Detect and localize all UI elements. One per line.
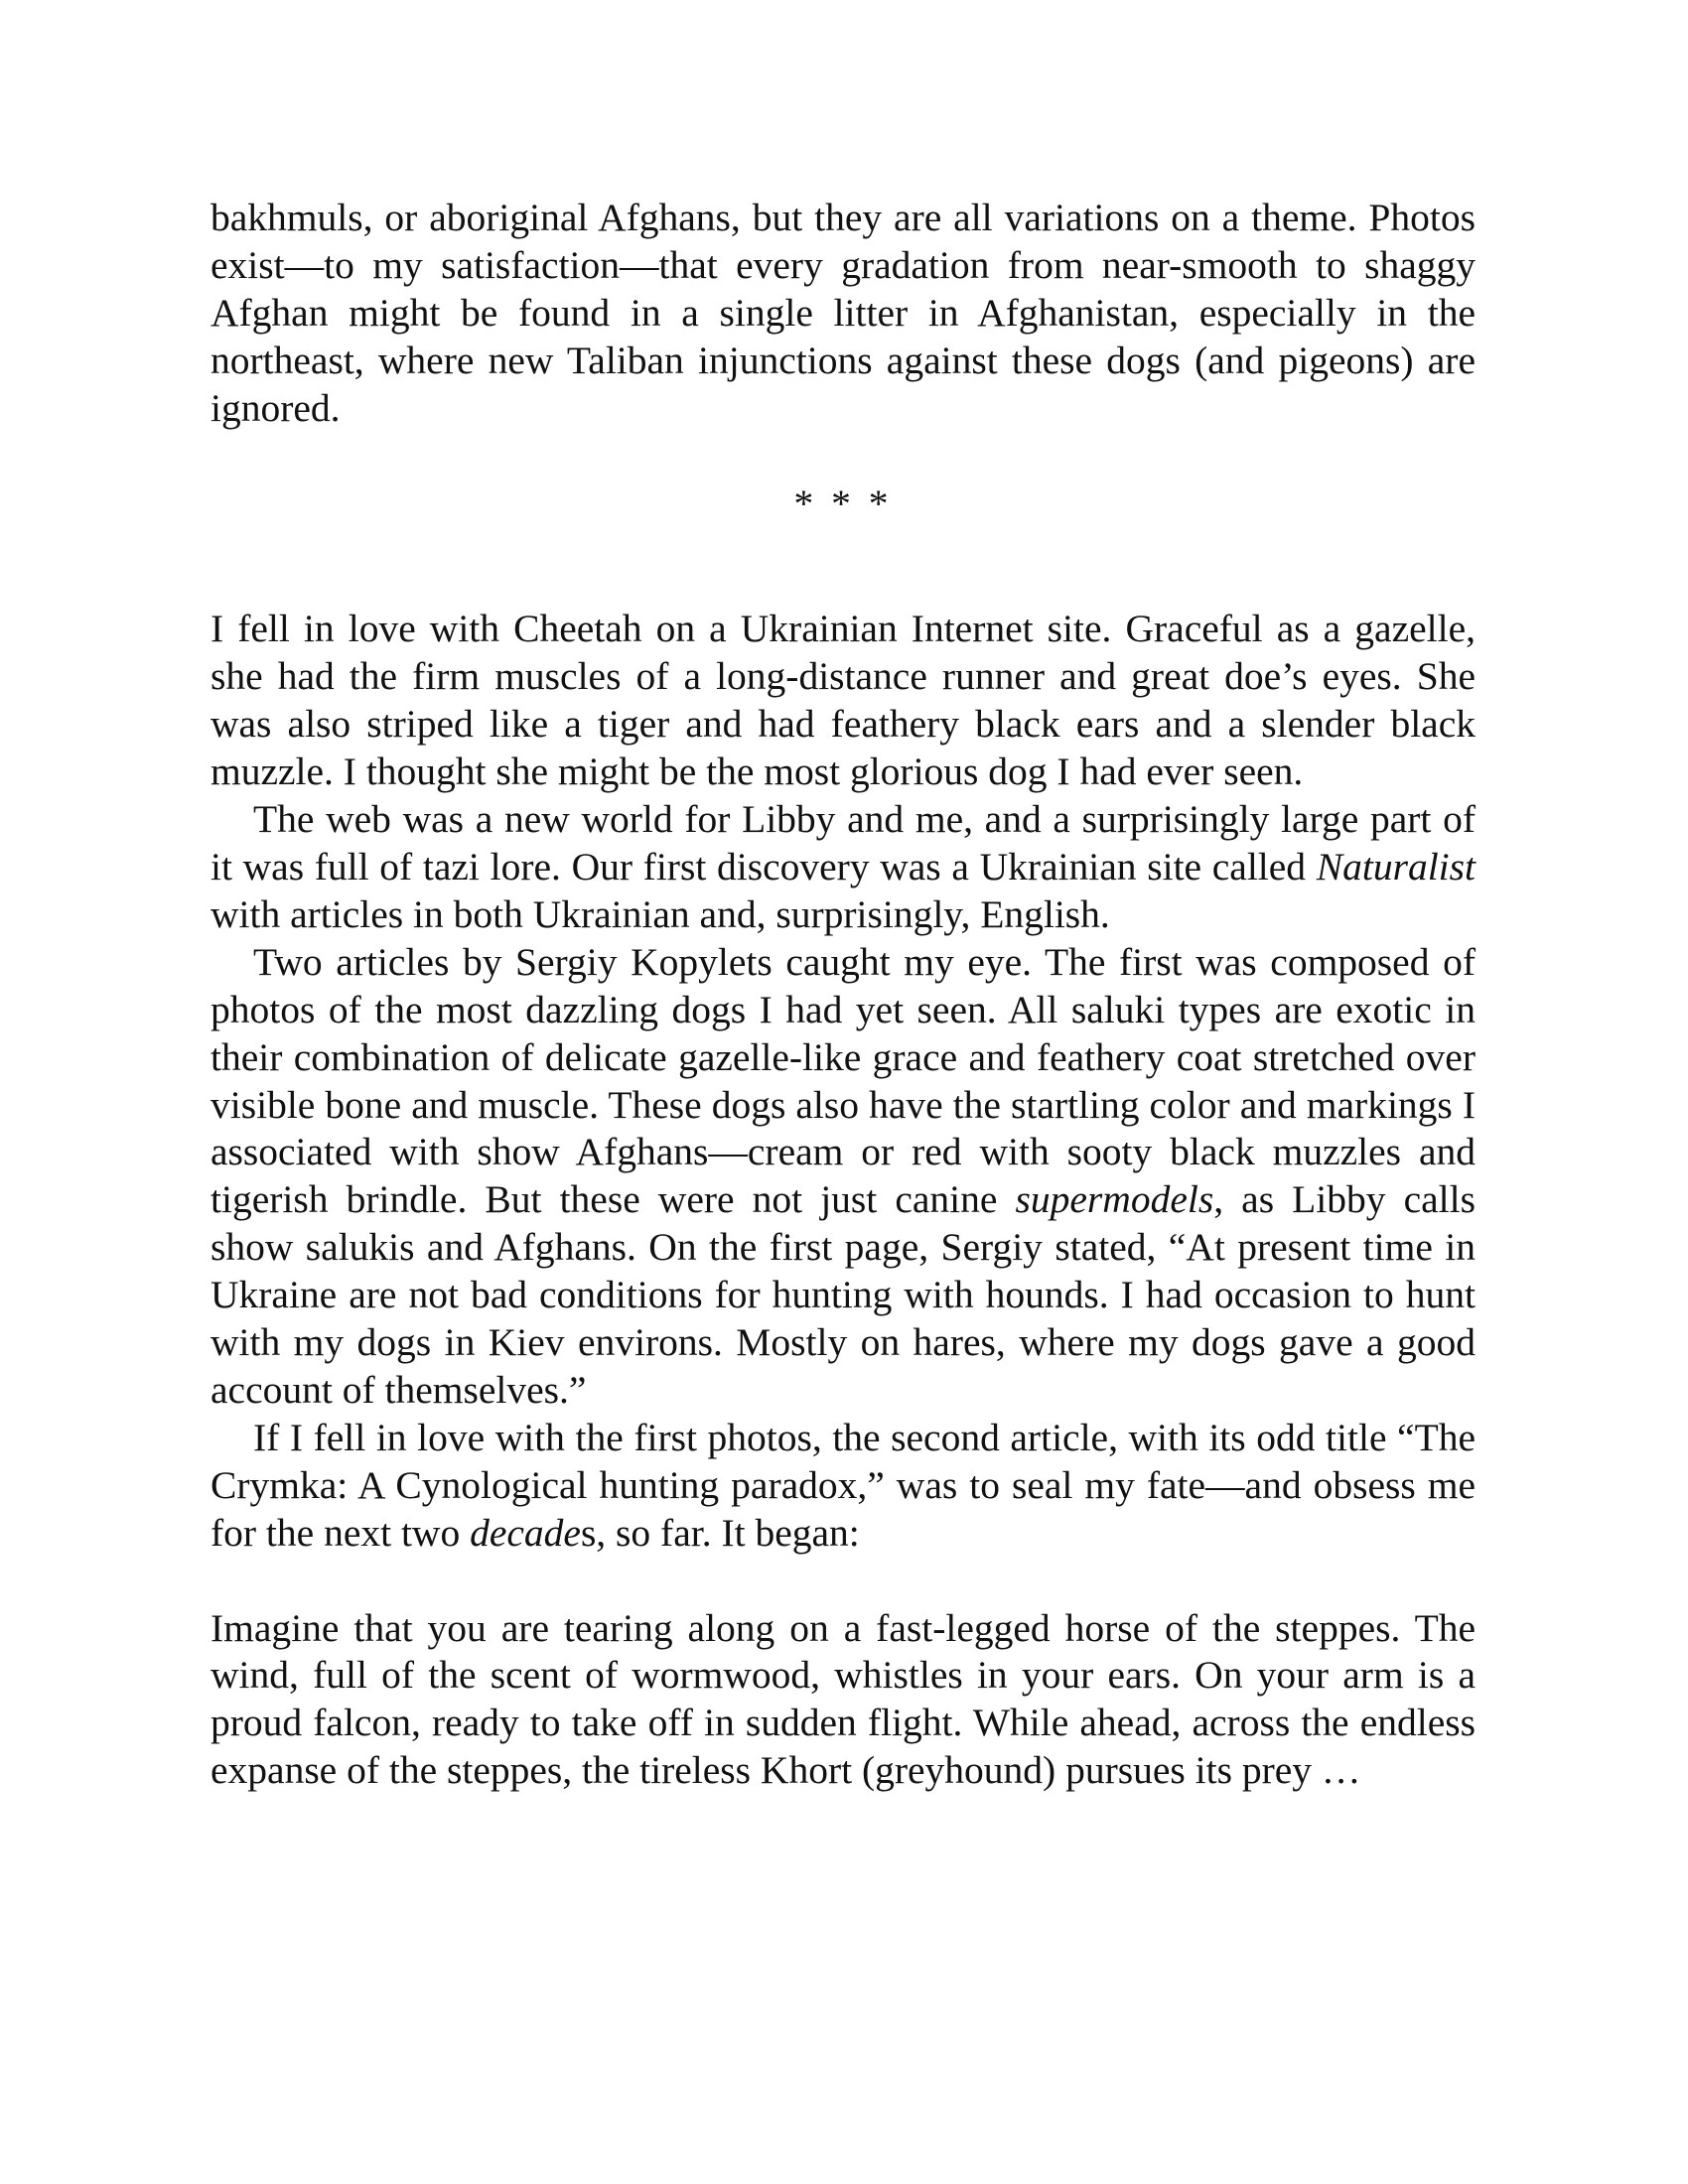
- paragraph-two-articles-text-a: Two articles by Sergiy Kopylets caught my eye. The first was composed of photos of the most dazzling dogs I had yet seen. All saluki types are exotic in their combination of delicate gazelle-like grace and feathery coat stretched over visible bone and muscle. These dogs also have the startling color and markings I associated with show Afghans—cream or red with sooty black muzzles and tigerish brindle. But these were not just canine: [211, 939, 1476, 1222]
- paragraph-cheetah: I fell in love with Cheetah on a Ukrainian Internet site. Graceful as a gazelle, she had the firm muscles of a long-distance runner and great doe’s eyes. She was also striped like a tiger and had feathery black ears and a slender black muzzle. I thought she might be the most glorious dog I had ever seen.: [211, 607, 1476, 794]
- paragraph-web-italic: Naturalist: [1316, 844, 1476, 888]
- paragraph-two-articles-italic: supermodels: [1015, 1177, 1214, 1222]
- paragraph-second-article-text-a: If I fell in love with the first photos, the second article, with its odd title “The Crymka: A Cynological hunting paradox,” was to seal my fate—and obsess me for the next two: [211, 1415, 1476, 1555]
- paragraph-bakhmuls: bakhmuls, or aboriginal Afghans, but they are all variations on a theme. Photos exist—to my satisfaction—that every gradation from near-smooth to shaggy Afghan might be found in a single litter in Afghanistan, especially in the northeast, where new Taliban injunctions against these dogs (and pigeons) are ignored.: [211, 196, 1476, 430]
- paragraph-two-articles: [211, 939, 1476, 1415]
- paragraph-second-article: [211, 1415, 1476, 1558]
- paragraph-two-articles-text-b: , as Libby calls show salukis and Afghans. On the first page, Sergiy stated, “At present time in Ukraine are not bad conditions for hunting with hounds. I had occasion to hunt with my dogs in Kiev environs. Mostly on hares, where my dogs gave a good account of themselves.”: [211, 1177, 1476, 1412]
- paragraph-web: [211, 796, 1476, 939]
- block-quote-steppes: Imagine that you are tearing along on a fast-legged horse of the steppes. The wind, full of the scent of wormwood, whistles in your ears. On your arm is a proud falcon, ready to take off in sudden flight. While ahead, across the endless expanse of the steppes, the tireless Khort (greyhound) pursues its prey …: [211, 1605, 1476, 1793]
- paragraph-second-article-italic: decade: [470, 1510, 581, 1555]
- paragraph-second-article-text-b: s, so far. It began:: [580, 1510, 860, 1555]
- book-page: [211, 195, 1476, 1795]
- paragraph-web-text-b: with articles in both Ukrainian and, surprisingly, English.: [211, 891, 1110, 936]
- paragraph-web-text-a: The web was a new world for Libby and me, and a surprisingly large part of it was full of tazi lore. Our first discovery was a Ukrainian site called: [211, 797, 1476, 888]
- section-separator: * * *: [793, 480, 893, 525]
